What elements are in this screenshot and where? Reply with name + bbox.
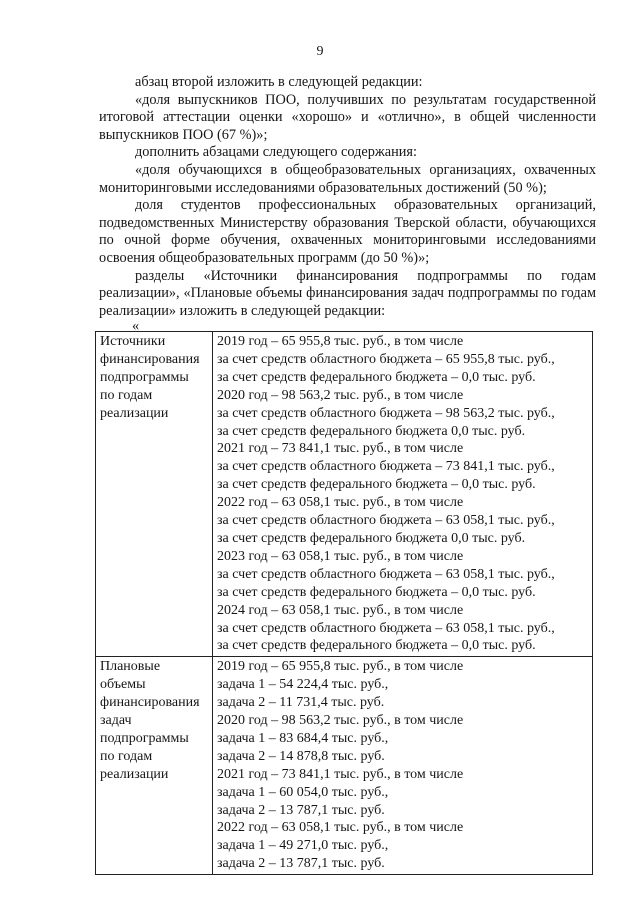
value-line: задача 2 – 11 731,4 тыс. руб. [217, 695, 385, 711]
value-line: задача 1 – 49 271,0 тыс. руб., [217, 838, 389, 854]
paragraph: доля студентов профессиональных образовательных организаций, подведомственных Министерству образования Тверской области, обучающихся по очной форме обучения, охваченных мониторинговыми исследованиями освоения общеобразовательных программ (до 50 %)»; [99, 197, 596, 266]
value-line: за счет средств областного бюджета – 63 058,1 тыс. руб., [217, 620, 555, 636]
value-line: 2020 год – 98 563,2 тыс. руб., в том числе [217, 713, 464, 729]
value-line: 2019 год – 65 955,8 тыс. руб., в том числе [217, 659, 464, 675]
row-label-line: подпрограммы [100, 369, 189, 385]
value-line: за счет средств областного бюджета – 98 563,2 тыс. руб., [217, 405, 555, 421]
paragraph: «доля обучающихся в общеобразовательных организациях, охваченных мониторинговыми исследованиями образовательных достижений (50 %); [99, 161, 596, 196]
value-line: за счет средств федерального бюджета – 0,0 тыс. руб. [217, 477, 536, 493]
value-line: 2022 год – 63 058,1 тыс. руб., в том числе [217, 495, 464, 511]
row-label-line: финансирования [100, 695, 200, 711]
value-line: за счет средств областного бюджета – 63 058,1 тыс. руб., [217, 513, 555, 529]
row-label-cell [96, 657, 213, 875]
paragraph: разделы «Источники финансирования подпрограммы по годам реализации», «Плановые объемы финансирования задач подпрограммы по годам реализации» изложить в следующей редакции: [99, 267, 596, 319]
value-line: 2020 год – 98 563,2 тыс. руб., в том числе [217, 387, 464, 403]
row-label-line: задач [100, 713, 132, 729]
paragraph: дополнить абзацами следующего содержания: [135, 144, 417, 161]
row-value-cell [213, 332, 593, 657]
body-text [99, 74, 596, 320]
row-label-cell [96, 332, 213, 657]
value-line: за счет средств федерального бюджета – 0,0 тыс. руб. [217, 584, 536, 600]
value-line: 2023 год – 63 058,1 тыс. руб., в том числе [217, 548, 464, 564]
table-row [96, 657, 593, 875]
value-line: задача 2 – 13 787,1 тыс. руб. [217, 802, 385, 818]
row-label-line: подпрограммы [100, 730, 189, 746]
value-line: 2022 год – 63 058,1 тыс. руб., в том числе [217, 820, 464, 836]
row-value-cell [213, 657, 593, 875]
page-number: 9 [316, 44, 324, 59]
paragraph: «доля выпускников ПОО, получивших по результатам государственной итоговой аттестации оценки «хорошо» и «отлично», в общей численности выпускников ПОО (67 %)»; [99, 91, 596, 143]
value-line: 2021 год – 73 841,1 тыс. руб., в том числе [217, 441, 464, 457]
financing-table [95, 331, 593, 875]
value-line: задача 1 – 60 054,0 тыс. руб., [217, 784, 389, 800]
value-line: 2024 год – 63 058,1 тыс. руб., в том числе [217, 602, 464, 618]
value-line: за счет средств федерального бюджета 0,0 тыс. руб. [217, 530, 526, 546]
value-line: 2021 год – 73 841,1 тыс. руб., в том числе [217, 766, 464, 782]
value-line: за счет средств федерального бюджета – 0,0 тыс. руб. [217, 638, 536, 654]
row-label-line: реализации [100, 405, 169, 421]
row-label-line: объемы [100, 677, 146, 693]
row-label-line: по годам [100, 748, 153, 764]
value-line: за счет средств областного бюджета – 65 955,8 тыс. руб., [217, 351, 555, 367]
row-label-line: Источники [100, 334, 166, 349]
opening-quote: « [132, 318, 140, 334]
value-line: задача 2 – 13 787,1 тыс. руб. [217, 856, 385, 872]
row-label-line: Плановые [100, 659, 161, 675]
row-label-line: финансирования [100, 351, 200, 367]
paragraph: абзац второй изложить в следующей редакции: [135, 74, 423, 90]
value-line: задача 1 – 54 224,4 тыс. руб., [217, 677, 389, 693]
value-line: за счет средств областного бюджета – 63 058,1 тыс. руб., [217, 566, 555, 582]
value-line: задача 2 – 14 878,8 тыс. руб. [217, 748, 385, 764]
table-row [96, 332, 593, 657]
row-label-line: реализации [100, 766, 169, 782]
value-line: за счет средств областного бюджета – 73 841,1 тыс. руб., [217, 459, 555, 475]
row-label-line: по годам [100, 387, 153, 403]
value-line: 2019 год – 65 955,8 тыс. руб., в том числе [217, 334, 464, 349]
value-line: за счет средств федерального бюджета 0,0 тыс. руб. [217, 423, 526, 439]
value-line: за счет средств федерального бюджета – 0,0 тыс. руб. [217, 369, 536, 385]
value-line: задача 1 – 83 684,4 тыс. руб., [217, 730, 389, 746]
